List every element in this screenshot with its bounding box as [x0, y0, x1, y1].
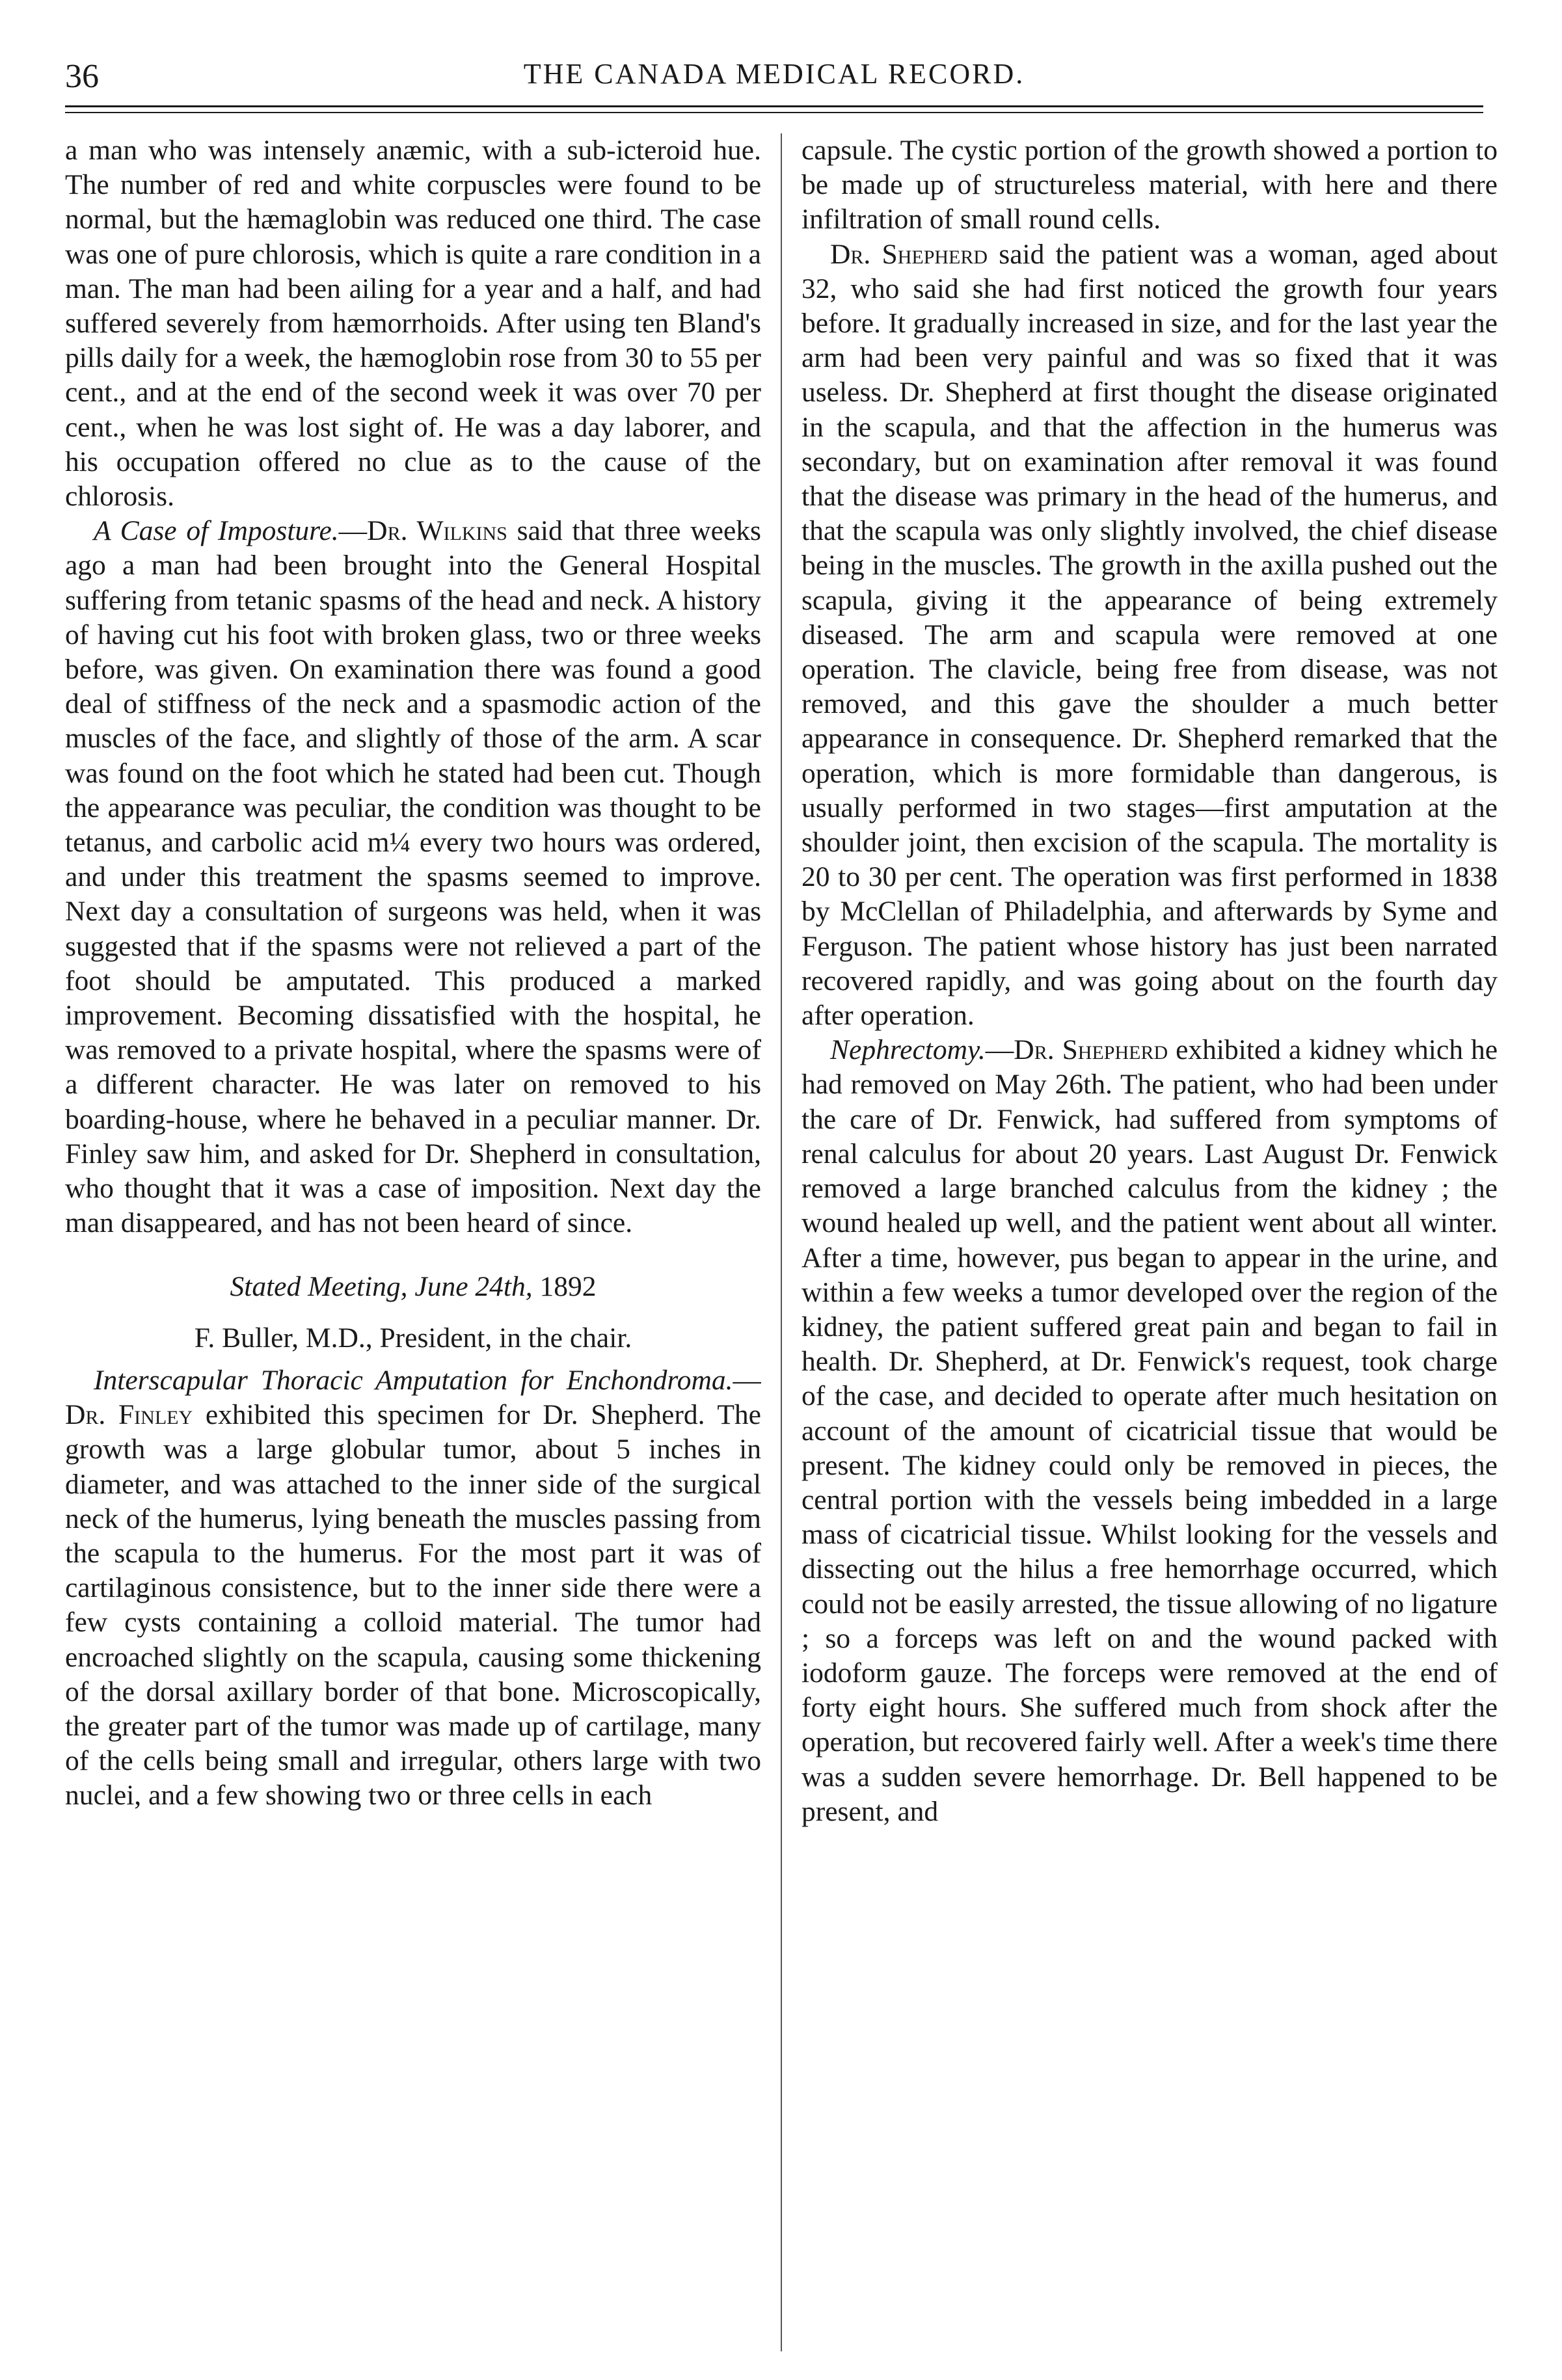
- em-dash: —: [338, 515, 368, 547]
- section-title-amputation: Interscapular Thoracic Amputation for Enchondroma.: [94, 1364, 733, 1396]
- speaker-shepherd: Dr. Shepherd: [830, 238, 988, 270]
- speaker-wilkins: Dr. Wilkins: [367, 515, 507, 547]
- paragraph-text: exhibited this specimen for Dr. Shepherd. The growth was a large globular tumor, about 5 inches in diameter, and was attached to the inner side of the surgical neck of the humerus, lying beneath the muscles passing from the scapula to the humerus. For the most part it was of cartilaginous consistence, but to the inner side there were a few cysts containing a colloid material. The tumor had encroached slightly on the scapula, causing some thickening of the dorsal axillary border of that bone. Microscopically, the greater part of the tumor was made up of cartilage, many of the cells being small and irregular, others large with two nuclei, and a few showing two or three cells in each: [65, 1399, 761, 1812]
- header-rule-thick: [65, 105, 1483, 107]
- paragraph-nephrectomy: [801, 1033, 1498, 1829]
- section-title-nephrectomy: Nephrectomy.: [830, 1034, 986, 1066]
- page-header: [65, 52, 1483, 98]
- meeting-president: F. Buller, M.D., President, in the chair.: [194, 1322, 632, 1354]
- paragraph-text: exhibited a kidney which he had removed on May 26th. The patient, who had been under the care of Dr. Fenwick, had suffered from symptoms of renal calculus for about 20 years. Last August Dr. Fenwick removed a large branched calculus from the kidney ; the wound healed up well, and the patient went about all winter. After a time, however, pus began to appear in the urine, and within a few weeks a tumor developed over the region of the kidney, the patient suffered great pain and began to fail in health. Dr. Shepherd, at Dr. Fenwick's request, took charge of the case, and decided to operate after much hesitation on account of the amount of cicatricial tissue that would be present. The kidney could only be removed in pieces, the central portion with the vessels being imbedded in a large mass of cicatricial tissue. Whilst looking for the vessels and dissecting out the hilus a free hemorrhage occurred, which could not be easily arrested, the tissue allowing of no ligature ; so a forceps was left on and the wound packed with iodoform gauze. The forceps were removed at the end of forty eight hours. She suffered much from shock after the operation, but recovered fairly well. After a week's time there was a sudden severe hemorrhage. Dr. Bell happened to be present, and: [801, 1034, 1498, 1827]
- meeting-date: Stated Meeting, June 24th,: [230, 1270, 533, 1302]
- paragraph-chlorosis: a man who was intensely anæmic, with a sub-icteroid hue. The number of red and white corpuscles were found to be normal, but the hæmaglobin was reduced one third. The case was one of pure chlorosis, which is quite a rare condition in a man. The man had been ailing for a year and a half, and had suffered severely from hæmorrhoids. After using ten Bland's pills daily for a week, the hæmoglobin rose from 30 to 55 per cent., and at the end of the second week it was over 70 per cent., when he was lost sight of. He was a day laborer, and his occupation offered no clue as to the cause of the chlorosis.: [65, 135, 761, 513]
- section-title-imposture: A Case of Imposture.: [94, 515, 339, 547]
- paragraph-imposture: [65, 514, 761, 1240]
- meeting-year: 1892: [532, 1270, 597, 1302]
- paragraph-shepherd-case: [801, 237, 1498, 1034]
- left-column: [65, 133, 761, 2358]
- journal-title: THE CANADA MEDICAL RECORD.: [523, 58, 1025, 90]
- em-dash: —: [985, 1034, 1014, 1066]
- paragraph-amputation: [65, 1363, 761, 1813]
- paragraph-capsule: capsule. The cystic portion of the growth showed a portion to be made up of structureless material, with here and there infiltration of small round cells.: [801, 135, 1498, 235]
- header-rule-thin: [65, 112, 1483, 113]
- page-number: 36: [65, 58, 99, 95]
- em-dash: —: [733, 1364, 761, 1396]
- speaker-shepherd: Dr. Shepherd: [1014, 1034, 1168, 1066]
- right-column: [801, 133, 1498, 2358]
- paragraph-text: said that three weeks ago a man had been brought into the General Hospital suffering from tetanic spasms of the head and neck. A history of having cut his foot with broken glass, two or three weeks before, was given. On examination there was found a good deal of stiffness of the neck and a spasmodic action of the muscles of the face, and slightly of those of the arm. A scar was found on the foot which he stated had been cut. Though the appearance was peculiar, the condition was thought to be tetanus, and carbolic acid m¼ every two hours was ordered, and under this treatment the spasms seemed to improve. Next day a consultation of surgeons was held, when it was suggested that if the spasms were not relieved a part of the foot should be amputated. This produced a marked improvement. Becoming dissatisfied with the hospital, he was removed to a private hospital, where the spasms were of a different character. He was later on removed to his boarding-house, where he behaved in a peculiar manner. Dr. Finley saw him, and asked for Dr. Shepherd in consultation, who thought that it was a case of imposition. Next day the man disappeared, and has not been heard of since.: [65, 515, 761, 1239]
- column-divider: [781, 133, 782, 2351]
- speaker-finley: Dr. Finley: [65, 1399, 193, 1431]
- paragraph-text: said the patient was a woman, aged about 32, who said she had first noticed the growth four years before. It gradually increased in size, and for the last year the arm had been very painful and was so fixed that it was useless. Dr. Shepherd at first thought the disease originated in the scapula, and that the affection in the humerus was secondary, but on examination after removal it was found that the disease was primary in the head of the humerus, and that the scapula was only slightly involved, the chief disease being in the muscles. The growth in the axilla pushed out the scapula, giving it the appearance of being extremely diseased. The arm and scapula were removed at one operation. The clavicle, being free from disease, was not removed, and this gave the shoulder a much better appearance in consequence. Dr. Shepherd remarked that the operation, which is more formidable than dangerous, is usually performed in two stages—first amputation at the shoulder joint, then excision of the scapula. The mortality is 20 to 30 per cent. The operation was first performed in 1838 by McClellan of Philadelphia, and afterwards by Syme and Ferguson. The patient whose history has just been narrated recovered rapidly, and was going about on the fourth day after operation.: [801, 238, 1498, 1032]
- meeting-heading: [65, 1270, 761, 1304]
